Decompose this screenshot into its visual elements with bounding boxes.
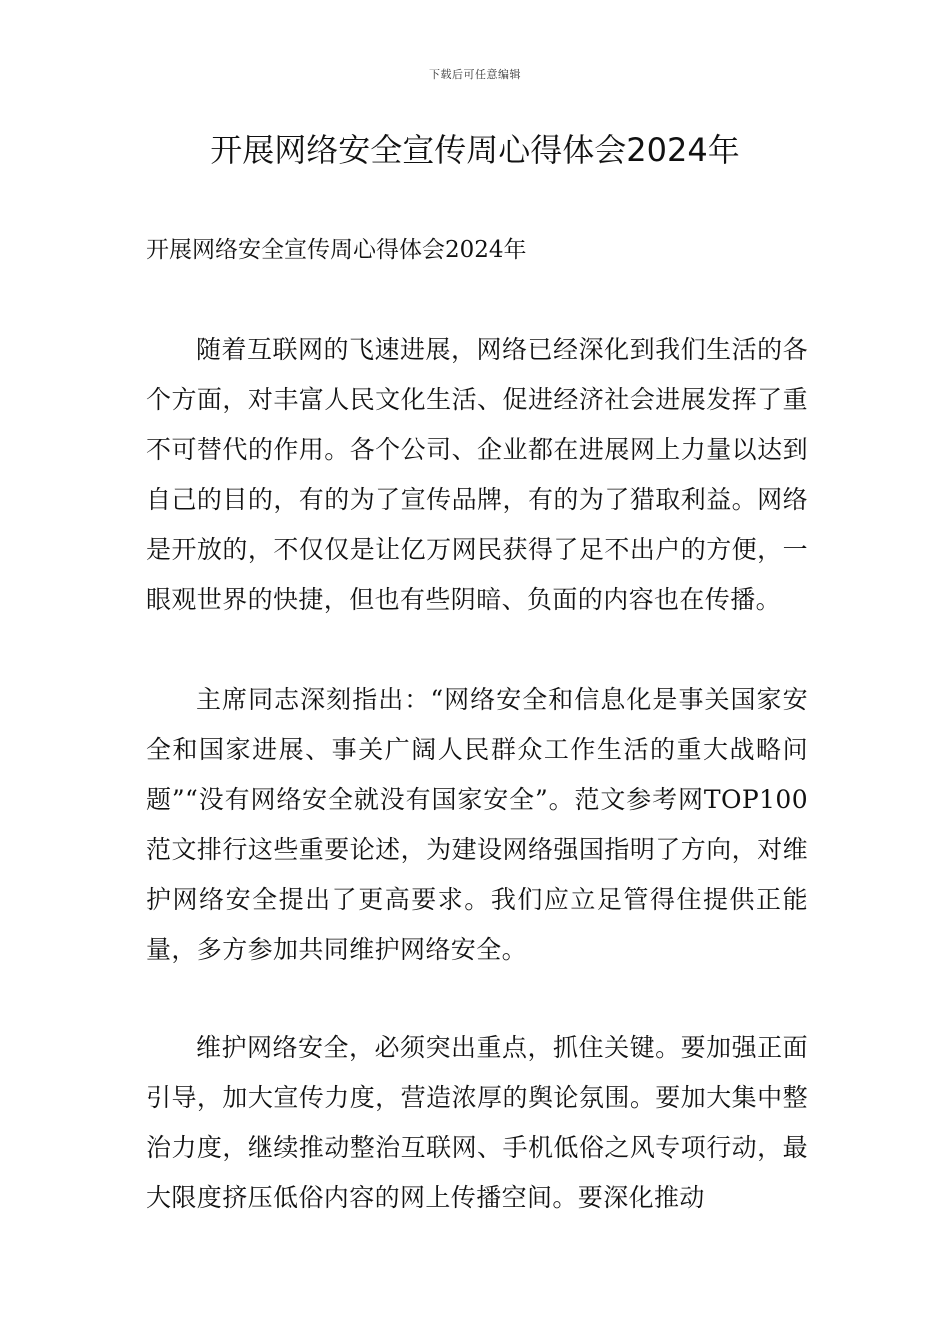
- header-note: 下载后可任意编辑: [429, 68, 521, 81]
- paragraph: 随着互联网的飞速进展，网络已经深化到我们生活的各个方面，对丰富人民文化生活、促进经济社会进展发挥了重不可替代的作用。各个公司、企业都在进展网上力量以达到自己的目的，有的为了宣传品牌，有的为了猎取利益。网络是开放的，不仅仅是让亿万网民获得了足不出户的方便，一眼观世界的快捷，但也有些阴暗、负面的内容也在传播。: [146, 335, 808, 614]
- paragraph: 维护网络安全，必须突出重点，抓住关键。要加强正面引导，加大宣传力度，营造浓厚的舆论氛围。要加大集中整治力度，继续推动整治互联网、手机低俗之风专项行动，最大限度挤压低俗内容的网上传播空间。要深化推动: [146, 1033, 808, 1212]
- paragraph: 主席同志深刻指出：“网络安全和信息化是事关国家安全和国家进展、事关广阔人民群众工作生活的重大战略问题”“没有网络安全就没有国家安全”。范文参考网TOP100范文排行这些重要论述，为建设网络强国指明了方向，对维护网络安全提出了更高要求。我们应立足管得住提供正能量，多方参加共同维护网络安全。: [146, 685, 808, 964]
- document-subtitle: 开展网络安全宣传周心得体会2024年: [146, 237, 527, 263]
- document-title: 开展网络安全宣传周心得体会2024年: [210, 131, 740, 169]
